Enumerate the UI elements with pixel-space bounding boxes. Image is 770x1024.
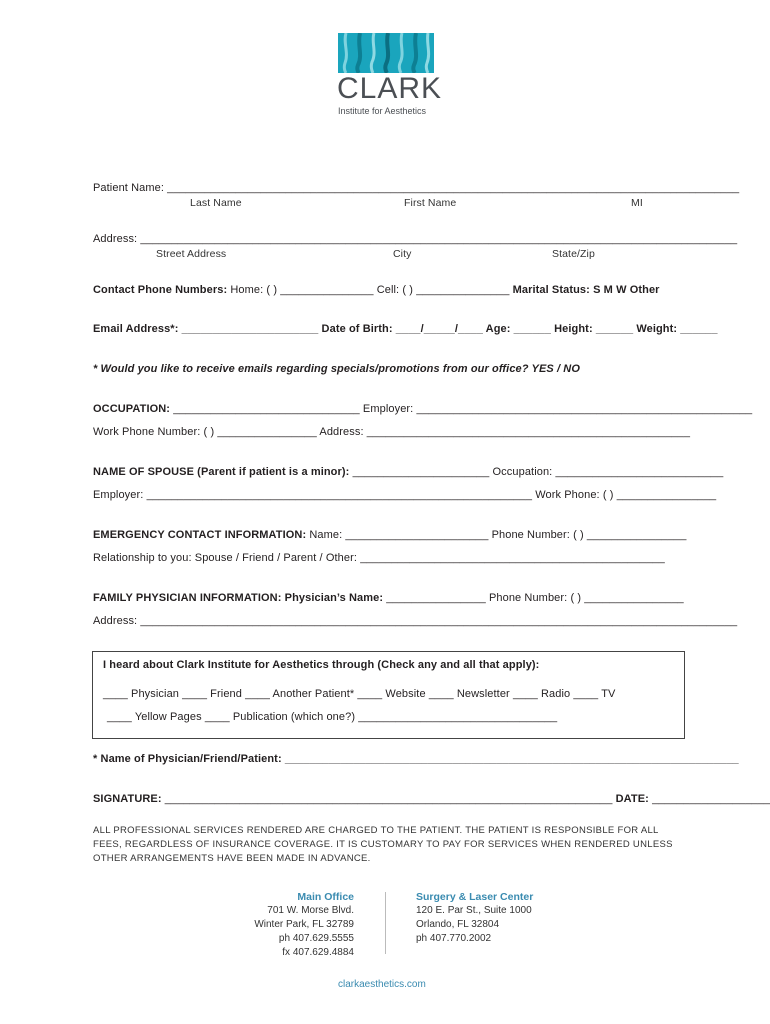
spouse-label: NAME OF SPOUSE (Parent if patient is a minor):	[93, 466, 350, 478]
referral-title: I heard about Clark Institute for Aesthetics through (Check any and all that apply):	[103, 659, 540, 671]
sub-last-name: Last Name	[190, 197, 242, 209]
signature-label: SIGNATURE:	[93, 793, 162, 805]
relationship-row[interactable]: Relationship to you: Spouse / Friend / Parent / Other: _________________________________________________	[93, 552, 665, 564]
physician-label: FAMILY PHYSICIAN INFORMATION: Physician’s Name:	[93, 592, 384, 604]
occupation-employer-fields[interactable]: ______________________________ Employer: ______________________________________________________	[170, 403, 753, 415]
surgery-center-phone: ph 407.770.2002	[416, 933, 492, 944]
home-cell-fields[interactable]: Home: ( ) _______________ Cell: ( ) _______________	[227, 284, 513, 296]
logo-subtitle: Institute for Aesthetics	[338, 106, 427, 116]
signature-row[interactable]	[93, 793, 770, 805]
address-field[interactable]: Address: ________________________________________________________________________________________________	[93, 233, 738, 245]
work-phone-row[interactable]: Work Phone Number: ( ) ________________ Address: ____________________________________________________	[93, 426, 691, 438]
main-office-fax: fx 407.629.4884	[282, 947, 354, 958]
surgery-center-line1: 120 E. Par St., Suite 1000	[416, 905, 532, 916]
emergency-label: EMERGENCY CONTACT INFORMATION:	[93, 529, 307, 541]
emergency-fields[interactable]: Name: _______________________ Phone Number: ( ) ________________	[306, 529, 687, 541]
promo-question[interactable]: * Would you like to receive emails regarding specials/promotions from our office? YES / NO	[93, 363, 581, 375]
date-line[interactable]: ___________________	[648, 793, 770, 805]
clark-logo-icon	[338, 33, 434, 73]
sub-first-name: First Name	[404, 197, 457, 209]
website-link[interactable]: clarkaesthetics.com	[338, 979, 426, 990]
surgery-center-line2: Orlando, FL 32804	[416, 919, 500, 930]
logo-name: CLARK	[337, 72, 443, 105]
physician-address-row[interactable]: Address: ________________________________________________________________________________________________	[93, 615, 738, 627]
disclaimer: ALL PROFESSIONAL SERVICES RENDERED ARE CHARGED TO THE PATIENT. THE PATIENT IS RESPONSIBLE FOR ALL FEES, REGARDLESS OF INSURANCE COVERAGE. IT IS CUSTOMARY TO PAY FOR SERVICES WHEN RENDERED UNLESS OTHER ARRANGEMENTS HAVE BEEN MADE IN ADVANCE.	[93, 825, 673, 864]
spouse-row[interactable]	[93, 466, 723, 478]
patient-name-field[interactable]: Patient Name: ____________________________________________________________________________________________	[93, 182, 740, 194]
contact-phone-row[interactable]	[93, 284, 660, 296]
sub-mi: MI	[631, 197, 643, 209]
physician-row[interactable]	[93, 592, 684, 604]
date-label: DATE:	[615, 793, 649, 805]
surgery-center-address	[416, 890, 586, 946]
main-office-line2: Winter Park, FL 32789	[254, 919, 354, 930]
physician-fields[interactable]: ________________ Phone Number: ( ) ________________	[383, 592, 684, 604]
referrer-name-field[interactable]: * Name of Physician/Friend/Patient: _________________________________________________________________________	[93, 753, 739, 765]
referral-options-row2[interactable]: ____ Yellow Pages ____ Publication (which one?) ________________________________	[107, 711, 558, 723]
main-office-title: Main Office	[297, 891, 354, 903]
surgery-center-title: Surgery & Laser Center	[416, 891, 534, 903]
main-office-address	[240, 890, 354, 960]
spouse-employer-row[interactable]: Employer: ______________________________________________________________ Work Phone: ( ) ________________	[93, 489, 717, 501]
spouse-fields[interactable]: ______________________ Occupation: ___________________________	[349, 466, 724, 478]
signature-line[interactable]: ________________________________________________________________________	[161, 793, 616, 805]
address-divider	[385, 892, 386, 954]
email-dob-row[interactable]: Email Address*: ______________________ Date of Birth: ____/_____/____ Age: ______ Height: ______ Weight: ______	[93, 323, 718, 335]
sub-city: City	[393, 248, 412, 260]
main-office-phone: ph 407.629.5555	[278, 933, 354, 944]
emergency-row[interactable]	[93, 529, 686, 541]
main-office-line1: 701 W. Morse Blvd.	[267, 905, 354, 916]
sub-street: Street Address	[156, 248, 227, 260]
marital-status[interactable]: Marital Status: S M W Other	[512, 284, 660, 296]
referral-options-row1[interactable]: ____ Physician ____ Friend ____ Another Patient* ____ Website ____ Newsletter ____ Radio ____ TV	[103, 688, 616, 700]
occupation-row[interactable]	[93, 403, 752, 415]
occupation-label: OCCUPATION:	[93, 403, 171, 415]
contact-phone-label: Contact Phone Numbers:	[93, 284, 228, 296]
sub-state-zip: State/Zip	[552, 248, 595, 260]
